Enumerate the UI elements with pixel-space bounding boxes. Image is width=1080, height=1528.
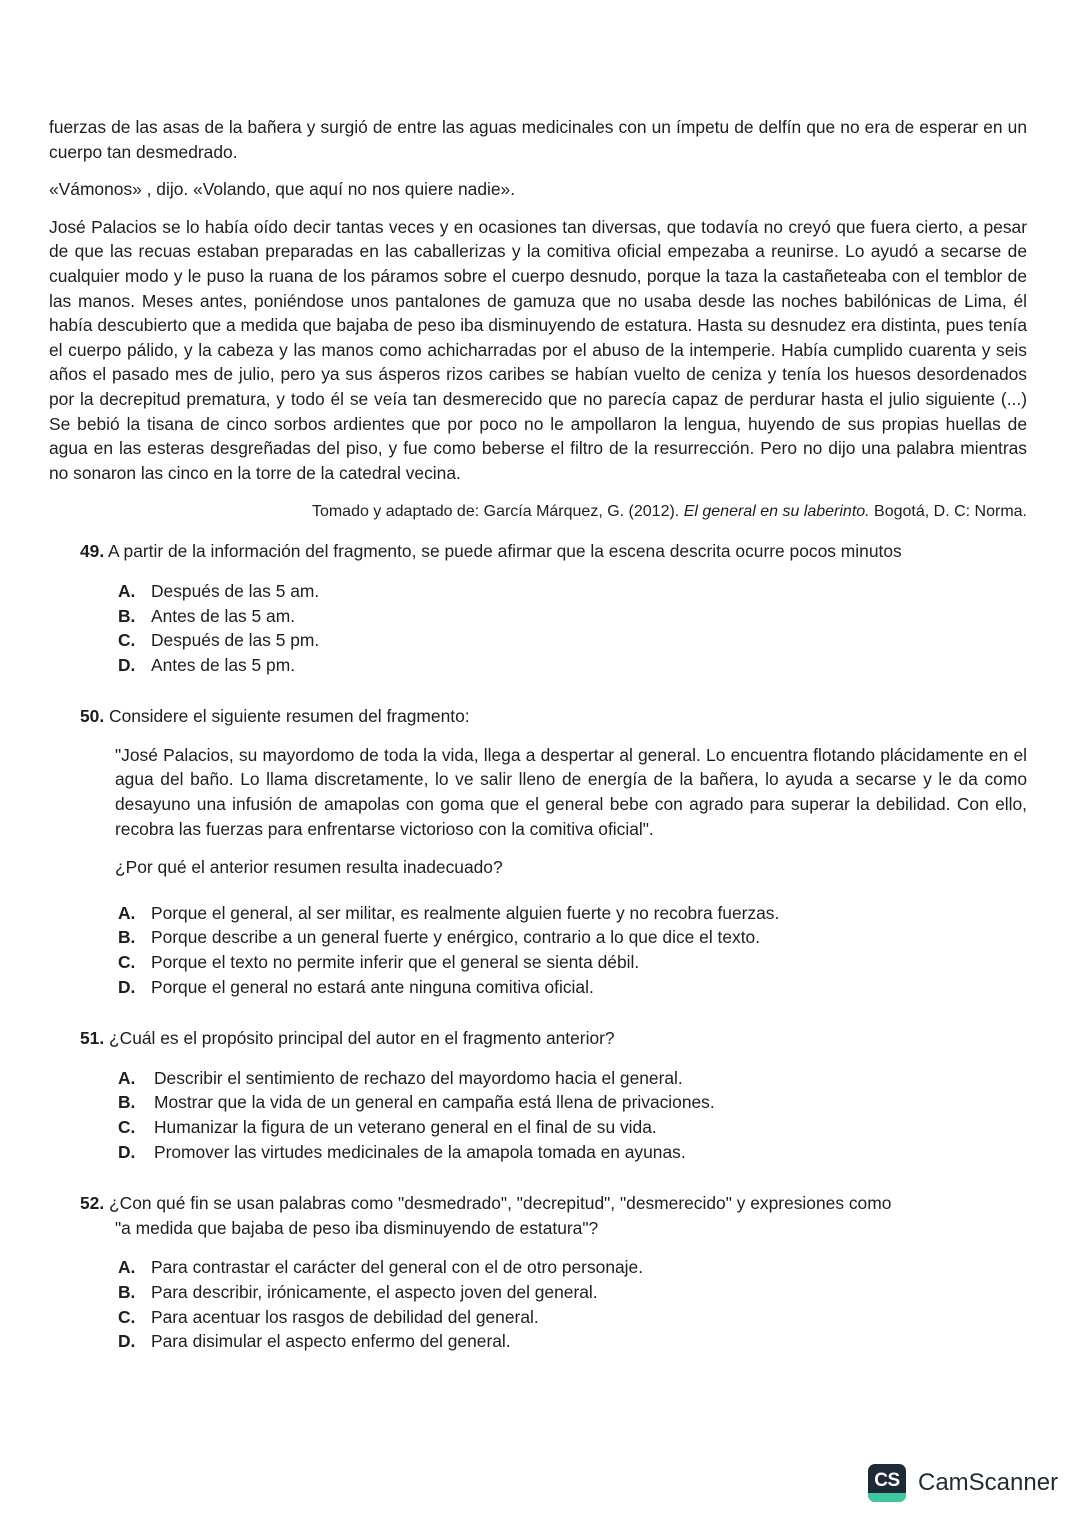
- camscanner-name: CamScanner: [918, 1469, 1059, 1496]
- question-50: [80, 704, 1027, 999]
- option-c[interactable]: C. Después de las 5 pm.: [118, 630, 320, 651]
- question-text: A partir de la información del fragmento, se puede afirmar que la escena descrita ocurre pocos minutos: [104, 541, 902, 562]
- question-stem: [80, 704, 1027, 729]
- option-c[interactable]: C. Humanizar la figura de un veterano general en el final de su vida.: [118, 1117, 657, 1137]
- camscanner-watermark: [868, 1464, 1058, 1502]
- citation-suffix: Bogotá, D. C: Norma.: [869, 503, 1027, 521]
- option-b[interactable]: B. Mostrar que la vida de un general en campaña está llena de privaciones.: [118, 1092, 715, 1113]
- options-list: [118, 579, 1027, 677]
- question-stem: [80, 1191, 1027, 1216]
- option-a[interactable]: A. Después de las 5 am.: [118, 580, 320, 601]
- option-a[interactable]: A. Describir el sentimiento de rechazo del mayordomo hacia el general.: [118, 1067, 683, 1088]
- options-list: [118, 1066, 1027, 1164]
- citation: [49, 501, 1027, 523]
- question-text: Considere el siguiente resumen del fragmento:: [104, 706, 470, 727]
- question-number: 51.: [80, 1028, 105, 1049]
- passage-paragraph-2: «Vámonos» , dijo. «Volando, que aquí no nos quiere nadie».: [49, 179, 516, 200]
- option-b[interactable]: B. Para describir, irónicamente, el aspecto joven del general.: [118, 1281, 598, 1302]
- option-d[interactable]: D. Para disimular el aspecto enfermo del general.: [118, 1331, 511, 1352]
- option-a[interactable]: A. Porque el general, al ser militar, es realmente alguien fuerte y no recobra fuerzas.: [118, 902, 780, 923]
- question-text: ¿Cuál es el propósito principal del autor en el fragmento anterior?: [104, 1028, 615, 1049]
- passage-paragraph-3: José Palacios se lo había oído decir tantas veces y en ocasiones tan diversas, que todavía no creyó que fuera cierto, a pesar de que las recuas estaban preparadas en las caballerizas y la comitiva oficial empezaba a reunirse. Lo ayudó a secarse de cualquier modo y le puso la ruana de los páramos sobre el cuerpo desnudo, porque la taza la castañeteaba con el temblor de las manos. Meses antes, poniéndose unos pantalones de gamuza que no usaba desde las noches babilónicas de Lima, él había descubierto que a medida que bajaba de peso iba disminuyendo de estatura. Hasta su desnudez era distinta, pues tenía el cuerpo pálido, y la cabeza y las manos como achicharradas por el abuso de la intemperie. Había cumplido cuarenta y seis años el pasado mes de julio, pero ya sus ásperos rizos caribes se habían vuelto de ceniza y tenía los huesos desordenados por la decrepitud prematura, y todo él se veía tan desmerecido que no parecía capaz de perdurar hasta el julio siguiente (...) Se bebió la tisana de cinco sorbos ardientes que por poco no le ampollaron la lengua, huyendo de sus propias huellas de agua en las esteras desgreñadas del piso, y fue como beberse el filtro de la resurrección. Pero no dijo una palabra mientras no sonaron las cinco en la torre de la catedral vecina.: [49, 216, 1027, 483]
- question-text-continued: "a medida que bajaba de peso iba disminuyendo de estatura"?: [115, 1217, 599, 1238]
- citation-prefix: Tomado y adaptado de: García Márquez, G. (2012).: [311, 503, 684, 521]
- question-prompt: ¿Por qué el anterior resumen resulta inadecuado?: [115, 857, 503, 878]
- question-52: [80, 1191, 1027, 1354]
- document-page: [49, 115, 1027, 1354]
- option-c[interactable]: C. Porque el texto no permite inferir que el general se sienta débil.: [118, 952, 640, 973]
- question-51: [80, 1026, 1027, 1164]
- question-stem: [80, 539, 1027, 564]
- option-d[interactable]: D. Antes de las 5 pm.: [118, 654, 296, 675]
- option-a[interactable]: A. Para contrastar el carácter del general con el de otro personaje.: [118, 1257, 644, 1278]
- question-number: 50.: [80, 706, 105, 727]
- summary-quote: "José Palacios, su mayordomo de toda la vida, llega a despertar al general. Lo encuentra flotando plácidamente en el agua del baño. Lo llama discretamente, lo ve salir lleno de energía de la bañera, lo ayuda a secarse y le da como desayuno una infusión de amapolas con goma que el general bebe con agrado para superar la debilidad. Con ello, recobra las fuerzas para enfrentarse victorioso con la comitiva oficial".: [115, 744, 1027, 839]
- option-c[interactable]: C. Para acentuar los rasgos de debilidad del general.: [118, 1306, 539, 1327]
- options-list: [118, 1255, 1027, 1353]
- option-d[interactable]: D. Porque el general no estará ante ninguna comitiva oficial.: [118, 976, 594, 997]
- question-49: [80, 539, 1027, 677]
- question-number: 52.: [80, 1193, 105, 1214]
- options-list: [118, 901, 1027, 999]
- question-text: ¿Con qué fin se usan palabras como "desmedrado", "decrepitud", "desmerecido" y expresiones como: [104, 1193, 892, 1214]
- option-d[interactable]: D. Promover las virtudes medicinales de la amapola tomada en ayunas.: [118, 1141, 686, 1162]
- question-number: 49.: [80, 541, 105, 562]
- passage-paragraph-1: fuerzas de las asas de la bañera y surgió de entre las aguas medicinales con un ímpetu de delfín que no era de esperar en un cuerpo tan desmedrado.: [49, 117, 1027, 162]
- option-b[interactable]: B. Antes de las 5 am.: [118, 605, 296, 626]
- question-stem: [80, 1026, 1027, 1051]
- citation-title: El general en su laberinto.: [683, 503, 870, 521]
- option-b[interactable]: B. Porque describe a un general fuerte y enérgico, contrario a lo que dice el texto.: [118, 927, 761, 948]
- camscanner-logo-icon: CS: [868, 1464, 906, 1502]
